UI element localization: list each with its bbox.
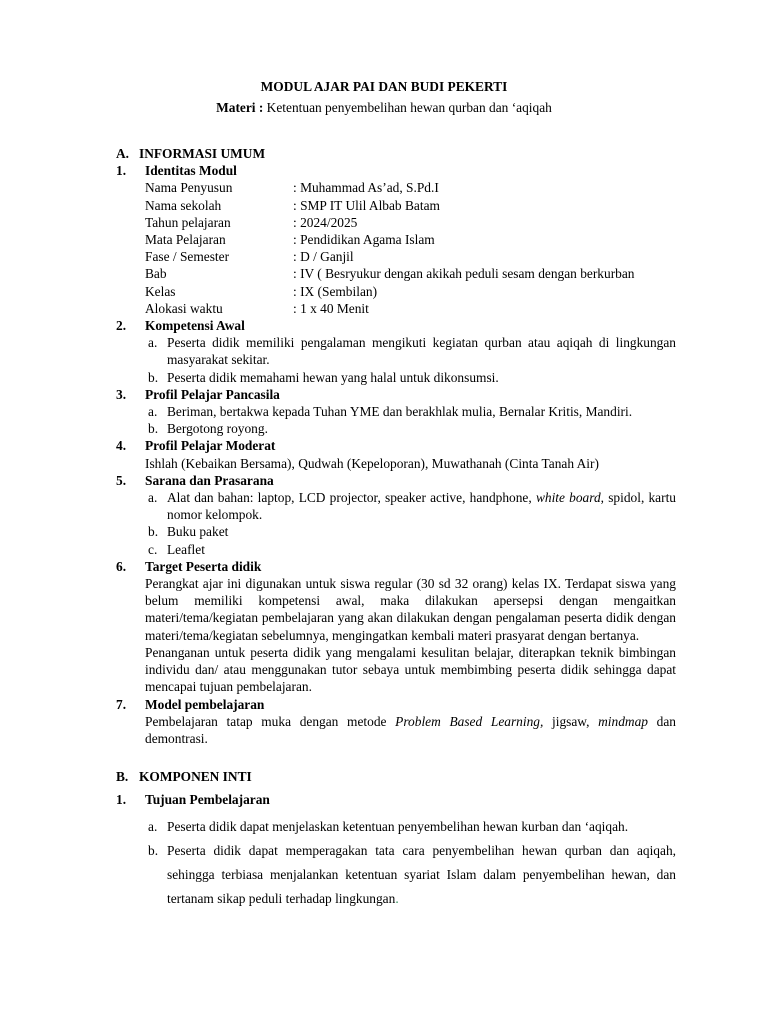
list-item: a. Peserta didik dapat menjelaskan ketentuan penyembelihan hewan kurban dan ‘aqiqah. [148,818,629,834]
document-body [116,145,676,911]
list-item: a. Peserta didik memiliki pengalaman mengikuti kegiatan qurban atau aqiqah di lingkungan masyarakat sekitar. [148,335,676,368]
document-title: MODUL AJAR PAI DAN BUDI PEKERTI [260,79,508,94]
materi-label: Materi : [216,100,264,115]
pancasila-heading: 3. Profil Pelajar Pancasila [116,386,280,402]
moderat-heading: 4. Profil Pelajar Moderat [116,438,276,454]
identitas-heading: 1. Identitas Modul [116,163,237,179]
target-paragraph: Penanganan untuk peserta didik yang mengalami kesulitan belajar, diterapkan teknik bimbingan individu dan/ atau menggunakan tutor sebaya untuk membimbing peserta didik sehingga dapat mencapai tujuan pembelajaran. [145,644,676,695]
list-item: b. Buku paket [148,524,229,540]
list-item: b. Bergotong royong. [148,421,268,437]
list-item: b. Peserta didik dapat memperagakan tata cara penyembelihan hewan qurban dan aqiqah, sehingga terbiasa menjalankan ketentuan syariat Islam dalam penyembelihan hewan, dan tertanam sikap peduli terhadap lingkungan. [148,842,676,906]
section-b-heading: B. KOMPONEN INTI [116,769,252,785]
list-item: b. Peserta didik memahami hewan yang halal untuk dikonsumsi. [148,369,499,385]
list-item: a. Beriman, bertakwa kepada Tuhan YME dan berakhlak mulia, Bernalar Kritis, Mandiri. [148,404,633,420]
identitas-row: Nama Penyusun : Muhammad As’ad, S.Pd.I [145,180,439,196]
section-a-heading: A. INFORMASI UMUM [116,146,266,161]
document-subtitle [0,99,768,116]
tujuan-heading: 1. Tujuan Pembelajaran [116,792,270,808]
identitas-row: Tahun pelajaran : 2024/2025 [145,214,358,230]
sarana-heading: 5. Sarana dan Prasarana [116,472,274,488]
identitas-row: Bab : IV ( Besryukur dengan akikah peduli sesam dengan berkurban [145,266,635,282]
materi-value: Ketentuan penyembelihan hewan qurban dan ‘aqiqah [263,100,552,115]
target-heading: 6. Target Peserta didik [116,558,262,574]
identitas-row: Fase / Semester : D / Ganjil [145,249,354,265]
list-item: c. Leaflet [148,541,205,557]
moderat-text: Ishlah (Kebaikan Bersama), Qudwah (Kepeloporan), Muwathanah (Cinta Tanah Air) [145,455,599,471]
identitas-table [116,179,676,317]
identitas-row: Mata Pelajaran : Pendidikan Agama Islam [145,232,435,248]
kompetensi-heading: 2. Kompetensi Awal [116,318,245,334]
model-heading: 7. Model pembelajaran [116,696,265,712]
list-item: a. Alat dan bahan: laptop, LCD projector, speaker active, handphone, white board, spidol, kartu nomor kelompok. [148,490,677,523]
identitas-row: Nama sekolah : SMP IT Ulil Albab Batam [145,197,440,213]
identitas-row: Alokasi waktu : 1 x 40 Menit [145,300,369,316]
model-text: Pembelajaran tatap muka dengan metode Problem Based Learning, jigsaw, mindmap dan demontrasi. [145,713,677,746]
target-paragraph: Perangkat ajar ini digunakan untuk siswa regular (30 sd 32 orang) kelas IX. Terdapat siswa yang belum memiliki kompetensi awal, maka dilakukan apersepsi dengan mengaitkan materi/tema/kegiatan pembelajaran yang akan dilakukan dengan pengalaman peserta didik dengan materi/tema/kegiatan sebelumnya, mengingatkan kembali materi prasyarat dengan bertanya. [145,576,676,643]
tujuan-list [116,815,676,911]
identitas-row: Kelas : IX (Sembilan) [145,283,378,299]
